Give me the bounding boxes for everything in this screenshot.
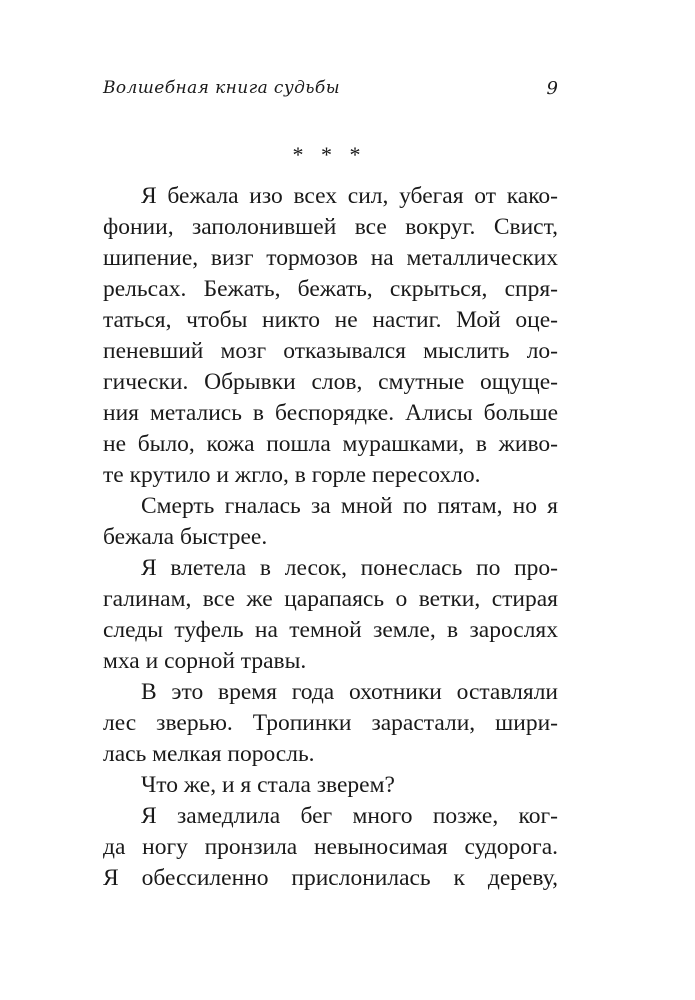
text-line: лась мелкая поросль. [103,741,315,767]
text-line: фонии, заполонившей все вокруг. Свист, [103,214,558,240]
text-line: да ногу пронзила невыносимая судорога. [103,834,558,860]
page-number: 9 [546,78,558,99]
text-line: Я влетела в лесок, понеслась по про- [141,555,558,581]
text-line: галинам, все же царапаясь о ветки, стирая [103,586,558,612]
text-line: Смерть гналась за мной по пятам, но я [141,493,558,519]
text-line: лес зверью. Тропинки зарастали, шири- [103,710,558,736]
text-line: не было, кожа пошла мурашками, в живо- [103,431,558,457]
text-line: следы туфель на темной земле, в зарослях [103,617,558,643]
text-line: пеневший мозг отказывался мыслить ло- [103,338,558,364]
body-text [103,181,558,894]
text-line: таться, чтобы никто не настиг. Мой оце- [103,307,558,333]
running-header [103,78,558,102]
running-title: Волшебная книга судьбы [103,78,340,98]
text-line: Что же, и я стала зверем? [141,772,395,798]
text-line: те крутило и жгло, в горле пересохло. [103,462,481,488]
text-line: В это время года охотники оставляли [141,679,558,705]
text-line: Я бежала изо всех сил, убегая от како- [141,183,558,209]
section-separator: * * * [292,142,367,167]
text-line: ния метались в беспорядке. Алисы больше [103,400,558,426]
text-line: гически. Обрывки слов, смутные ощуще- [103,369,558,395]
text-line: бежала быстрее. [103,524,268,550]
text-line: шипение, визг тормозов на металлических [103,245,558,271]
text-line: рельсах. Бежать, бежать, скрыться, спря- [103,276,558,302]
text-line: Я замедлила бег много позже, ког- [141,803,558,829]
text-line: мха и сорной травы. [103,648,307,674]
text-line: Я обессиленно прислонилась к дереву, [103,865,558,891]
